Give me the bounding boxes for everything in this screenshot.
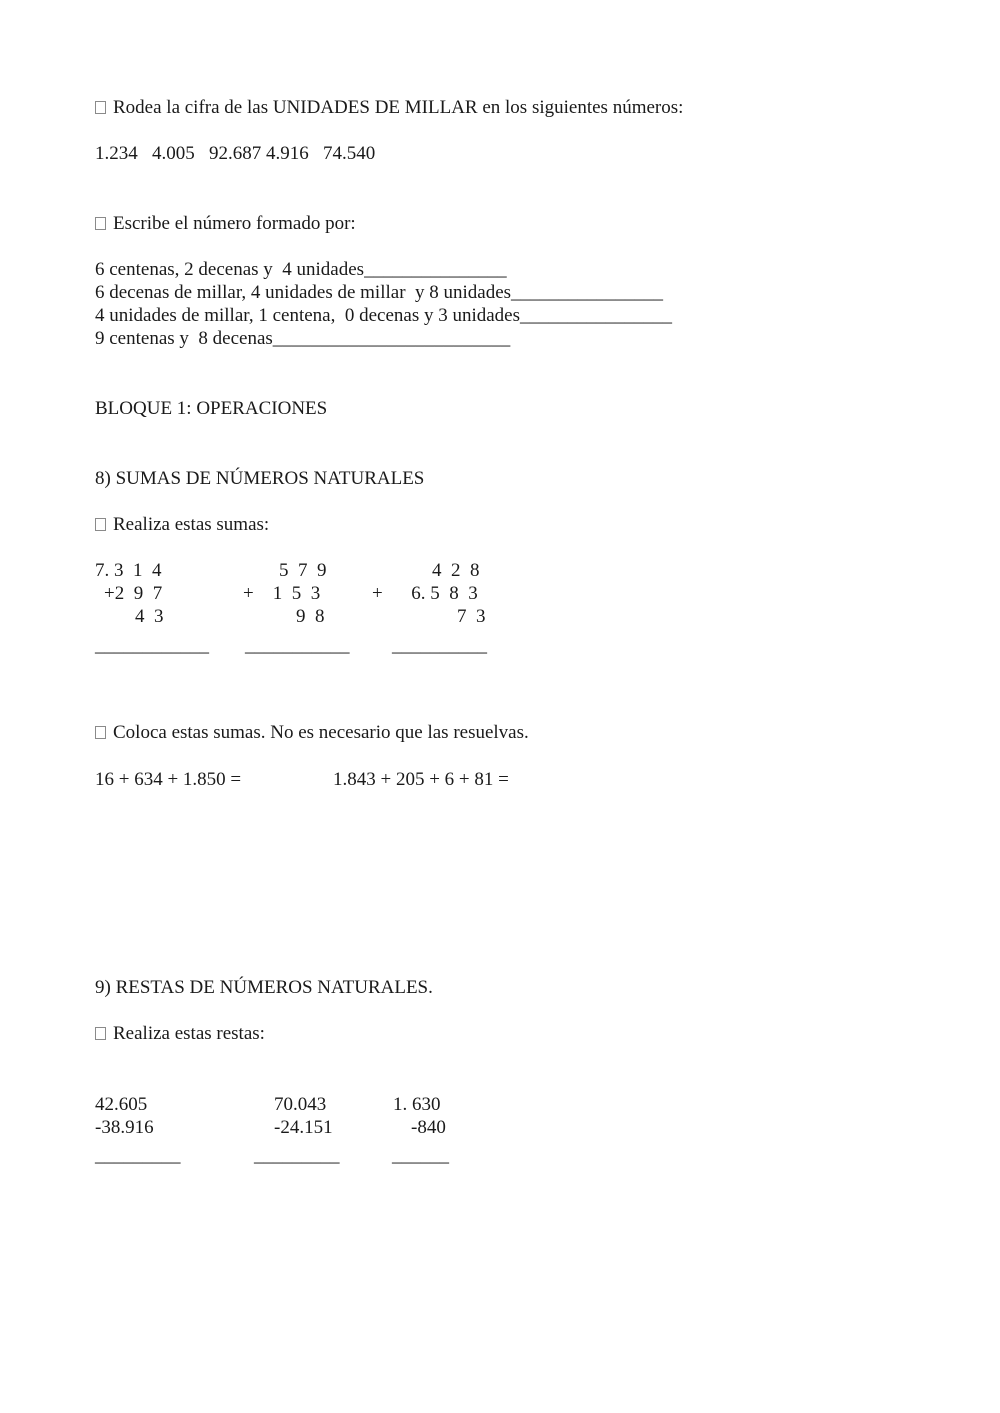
sum-2-row-1: 5 7 9 xyxy=(279,560,327,581)
exercise-line: 6 decenas de millar, 4 unidades de millar y 8 unidades________________ xyxy=(95,282,664,303)
resta-3-top: 1. 630 xyxy=(393,1094,441,1115)
resta-3-answer-line: ______ xyxy=(392,1145,449,1166)
sum-1-row-3: 4 3 xyxy=(135,606,164,627)
exercise-line: 6 centenas, 2 decenas y 4 unidades_______________ xyxy=(95,259,507,280)
checkbox-bullet-icon xyxy=(95,726,106,739)
instruction-rodea: Rodea la cifra de las UNIDADES DE MILLAR en los siguientes números: xyxy=(95,96,683,119)
exercise-line: 9 centenas y 8 decenas_________________________ xyxy=(95,328,511,349)
checkbox-bullet-icon xyxy=(95,101,106,114)
sum-3-row-2: + 6. 5 8 3 xyxy=(372,583,478,604)
sum-3-row-3: 7 3 xyxy=(457,606,486,627)
instruction-sumas: Realiza estas sumas: xyxy=(95,513,269,536)
resta-3-bottom: -840 xyxy=(411,1117,446,1138)
sum-3-answer-line: __________ xyxy=(392,635,487,656)
instruction-escribe: Escribe el número formado por: xyxy=(95,212,356,235)
resta-2-bottom: -24.151 xyxy=(274,1117,333,1138)
sum-3-row-1: 4 2 8 xyxy=(432,560,480,581)
numbers-list: 1.234 4.005 92.687 4.916 74.540 xyxy=(95,143,376,164)
instruction-restas: Realiza estas restas: xyxy=(95,1022,265,1045)
resta-2-top: 70.043 xyxy=(274,1094,327,1115)
checkbox-bullet-icon xyxy=(95,518,106,531)
checkbox-bullet-icon xyxy=(95,217,106,230)
sum-1-row-1: 7. 3 1 4 xyxy=(95,560,162,581)
equation-1: 16 + 634 + 1.850 = xyxy=(95,769,242,790)
instruction-coloca: Coloca estas sumas. No es necesario que las resuelvas. xyxy=(95,721,529,744)
restas-title: 9) RESTAS DE NÚMEROS NATURALES. xyxy=(95,977,433,998)
exercise-line: 4 unidades de millar, 1 centena, 0 decenas y 3 unidades________________ xyxy=(95,305,673,326)
sum-1-row-2: +2 9 7 xyxy=(104,583,163,604)
resta-1-bottom: -38.916 xyxy=(95,1117,154,1138)
block-title: BLOQUE 1: OPERACIONES xyxy=(95,398,328,419)
checkbox-bullet-icon xyxy=(95,1027,106,1040)
sum-2-row-3: 9 8 xyxy=(296,606,325,627)
resta-2-answer-line: _________ xyxy=(254,1145,340,1166)
sumas-title: 8) SUMAS DE NÚMEROS NATURALES xyxy=(95,468,425,489)
resta-1-answer-line: _________ xyxy=(95,1145,181,1166)
sum-2-answer-line: ___________ xyxy=(245,635,350,656)
sum-1-answer-line: ____________ xyxy=(95,635,209,656)
resta-1-top: 42.605 xyxy=(95,1094,148,1115)
sum-2-row-2: + 1 5 3 xyxy=(243,583,321,604)
equation-2: 1.843 + 205 + 6 + 81 = xyxy=(333,769,509,790)
